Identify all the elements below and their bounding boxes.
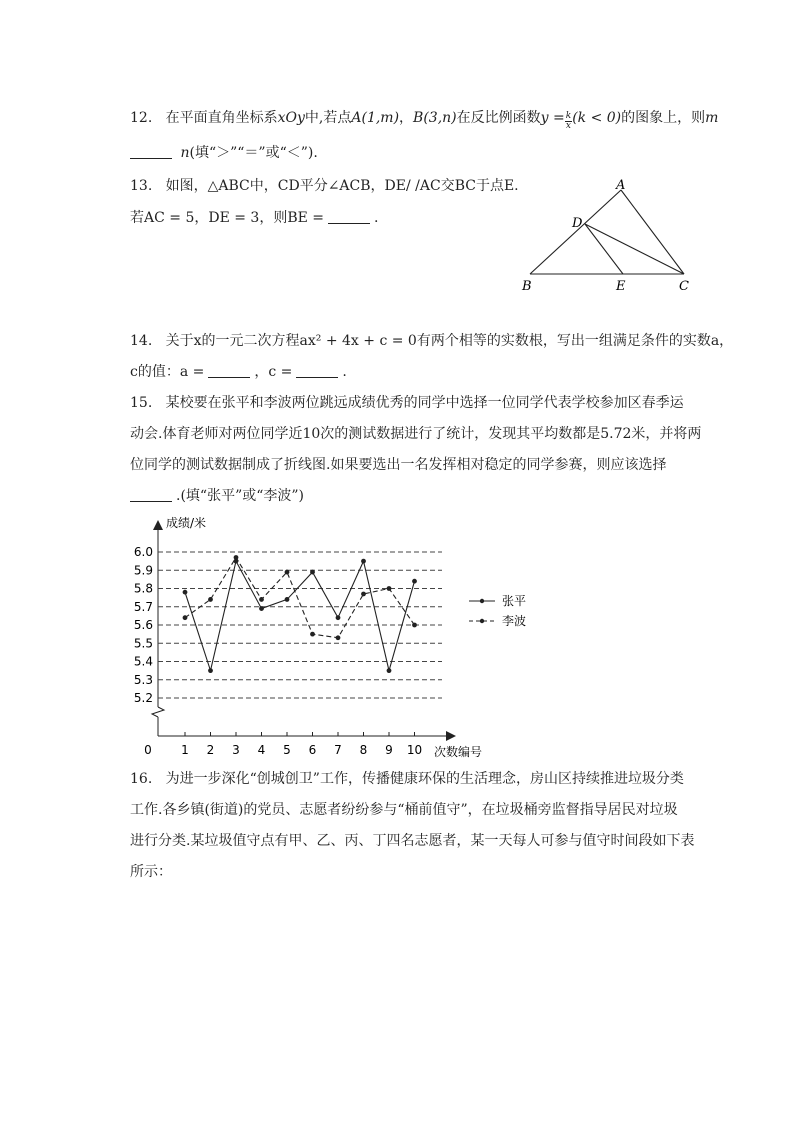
y-tick-label: 5.3 (133, 672, 153, 687)
q15-line1 (130, 393, 684, 413)
data-point (387, 586, 392, 591)
q15-text-3: 位同学的测试数据制成了折线图.如果要选出一名发挥相对稳定的同学参赛，则应该选择 (130, 457, 667, 473)
series-line-1 (185, 561, 415, 671)
y-tick-label: 5.7 (133, 599, 153, 614)
q15-line4 (130, 486, 304, 506)
q15-number: 15. (130, 395, 153, 411)
q13-line1 (130, 176, 519, 196)
data-point (310, 570, 315, 575)
q13-line2 (130, 208, 378, 228)
data-point (208, 597, 213, 602)
label-a: A (616, 178, 626, 193)
q12-var-n: n (180, 145, 190, 161)
chart-legend (469, 594, 526, 628)
q12-separator: ， (399, 110, 414, 126)
q14-a-label: c的值：a = (130, 364, 205, 380)
q16-line1 (130, 769, 684, 789)
data-point (336, 635, 341, 640)
q12-line2 (130, 143, 318, 163)
q13-number: 13. (130, 178, 153, 194)
q16-text-2: 工作.各乡镇(街道)的党员、志愿者纷纷参与“桶前值守”，在垃圾桶旁监督指导居民对垃圾 (130, 802, 678, 818)
q13-condition: 若AC = 5，DE = 3，则BE = (130, 210, 325, 226)
q12-point-a: A(1,m) (351, 110, 400, 126)
label-e: E (616, 279, 626, 294)
q12-fraction-denominator: x (565, 121, 571, 131)
data-point (361, 559, 366, 564)
q16-line2 (130, 800, 678, 820)
q12-answer-blank[interactable] (130, 144, 172, 159)
q16-number: 16. (130, 771, 153, 787)
q14-c-label: ，c = (254, 364, 293, 380)
q12-hint: (填“＞”“＝”或“＜”). (189, 145, 318, 161)
q12-condition: (k < 0) (572, 110, 622, 126)
x-tick-label: 1 (181, 743, 189, 757)
origin-label: 0 (144, 743, 152, 757)
data-point (259, 597, 264, 602)
data-point (310, 632, 315, 637)
x-tick-label: 9 (385, 743, 393, 757)
legend-marker (480, 599, 484, 603)
data-point (387, 668, 392, 673)
q15-text-2: 动会.体育老师对两位同学近10次的测试数据进行了统计，发现其平均数都是5.72米，并将两 (130, 426, 702, 442)
q15-text-1: 某校要在张平和李波两位跳远成绩优秀的同学中选择一位同学代表学校参加区春季运 (165, 395, 684, 411)
q16-text-3: 进行分类.某垃圾值守点有甲、乙、丙、丁四名志愿者，某一天每人可参与值守时间段如下表 (130, 833, 695, 849)
data-point (285, 597, 290, 602)
legend-marker (480, 619, 484, 623)
data-point (234, 555, 239, 560)
segment-cd (585, 224, 684, 274)
legend-label: 李波 (502, 614, 527, 628)
q16-text-4: 所示： (130, 864, 172, 880)
label-b: B (522, 279, 532, 294)
y-tick-label: 5.2 (133, 691, 153, 705)
x-axis-arrow (446, 731, 456, 741)
q12-fn-y: y = (540, 110, 565, 126)
q14-line2 (130, 362, 347, 382)
x-tick-label: 4 (257, 743, 266, 757)
y-tick-label: 5.5 (133, 636, 153, 651)
x-tick-label: 2 (206, 743, 215, 757)
q14-text: 关于x的一元二次方程ax² + 4x + c = 0有两个相等的实数根，写出一组满足条件的实数a， (165, 333, 734, 349)
x-tick-label: 10 (406, 743, 423, 757)
q16-text-1: 为进一步深化“创城创卫”工作，传播健康环保的生活理念，房山区持续推进垃圾分类 (165, 771, 684, 787)
data-point (336, 615, 341, 620)
triangle-figure (510, 172, 700, 297)
q15-line3 (130, 455, 666, 475)
q12-text-c: 在反比例函数 (456, 110, 541, 126)
data-point (412, 623, 417, 628)
y-tick-label: 6.0 (133, 545, 153, 559)
q14-number: 14. (130, 333, 153, 349)
data-point (183, 615, 188, 620)
y-axis-title: 成绩/米 (166, 516, 207, 530)
y-tick-label: 5.6 (133, 618, 153, 632)
segment-ac (621, 190, 684, 274)
y-tick-label: 5.8 (133, 581, 153, 596)
y-axis-break (152, 707, 164, 717)
label-d: D (572, 216, 583, 231)
chart-grid (158, 552, 442, 698)
q12-fraction-numerator: k (565, 111, 572, 121)
q15-answer-blank[interactable] (130, 487, 172, 502)
segment-ab (530, 190, 621, 274)
q16-line3 (130, 831, 694, 851)
q12-text-b: 中,若点 (304, 110, 352, 126)
chart-series (183, 555, 417, 673)
y-tick-label: 5.4 (133, 654, 153, 669)
data-point (259, 606, 264, 611)
x-tick-label: 6 (308, 743, 317, 757)
q12-number: 12. (130, 110, 153, 126)
x-axis-title: 次数编号 (434, 745, 483, 759)
q13-text: 如图，△ABC中，CD平分∠ACB，DE/ /AC交BC于点E. (165, 178, 519, 194)
data-point (285, 570, 290, 575)
y-axis-arrow (153, 520, 163, 530)
x-tick-label: 8 (359, 743, 368, 757)
label-c: C (679, 279, 689, 294)
q12-var-m: m (705, 110, 719, 126)
q16-line4 (130, 862, 172, 882)
q14-c-blank[interactable] (296, 363, 338, 378)
q12-text-a: 在平面直角坐标系 (165, 110, 278, 126)
q12-line1 (130, 108, 718, 131)
q14-end: . (342, 364, 347, 380)
segment-de (585, 224, 623, 274)
q14-line1 (130, 331, 733, 351)
q15-text-4: .(填“张平”或“李波”) (176, 488, 305, 504)
q14-a-blank[interactable] (208, 363, 250, 378)
data-point (208, 668, 213, 673)
q12-point-b: B(3,n) (413, 110, 457, 126)
legend-label: 张平 (502, 594, 527, 608)
series-line-2 (185, 557, 415, 637)
q13-answer-blank[interactable] (328, 209, 370, 224)
x-tick-label: 3 (232, 743, 240, 757)
line-chart (128, 512, 527, 762)
q12-text-d: 的图象上，则 (621, 110, 706, 126)
data-point (183, 590, 188, 595)
x-tick-label: 7 (334, 743, 342, 757)
q12-coordinate-system: xOy (277, 110, 305, 126)
q15-line2 (130, 424, 701, 444)
y-tick-label: 5.9 (133, 563, 153, 578)
x-tick-label: 5 (283, 743, 291, 757)
q13-end: . (374, 210, 379, 226)
data-point (361, 592, 366, 597)
data-point (412, 579, 417, 584)
